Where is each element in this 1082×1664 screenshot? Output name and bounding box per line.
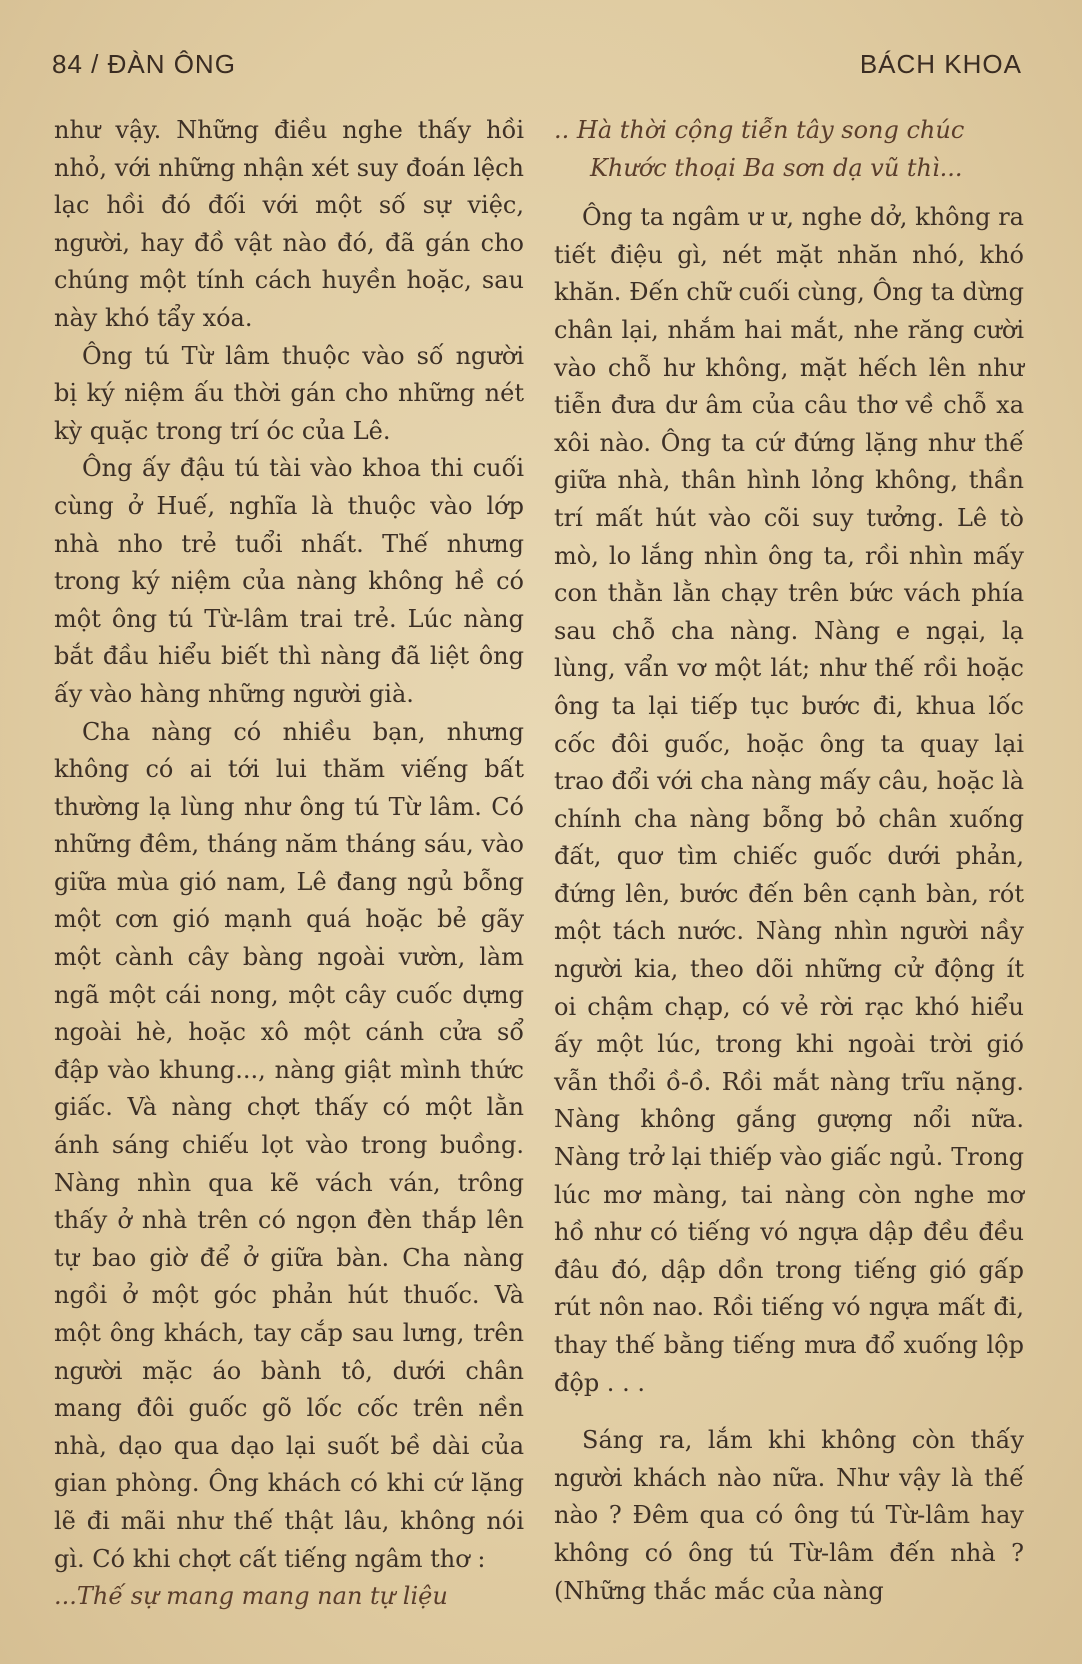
paragraph: Cha nàng có nhiều bạn, nhưng không có ai tới lui thăm viếng bất thường lạ lùng như ông tú Từ lâm. Có những đêm, tháng năm tháng sáu, vào giữa mùa gió nam, Lê đang ngủ bỗng một cơn gió mạnh quá hoặc bẻ gãy một cành cây bàng ngoài vườn, làm ngã một cái nong, một cây cuốc dựng ngoài hè, hoặc xô một cánh cửa sổ đập vào khung..., nàng giật mình thức giấc. Và nàng chợt thấy có một lằn ánh sáng chiếu lọt vào trong buồng. Nàng nhìn qua kẽ vách ván, trông thấy ở nhà trên có ngọn đèn thắp lên tự bao giờ để ở giữa bàn. Cha nàng ngồi ở một góc phản hút thuốc. Và một ông khách, tay cắp sau lưng, trên người mặc áo bành tô, dưới chân mang đôi guốc gõ lốc cốc trên nền nhà, dạo qua dạo lại suốt bề dài của gian phòng. Ông khách có khi cứ lặng lẽ đi mãi như thế thật lâu, không nói gì. Có khi chợt cất tiếng ngâm thơ : — [54, 717, 524, 1573]
paragraph: Ông ta ngâm ư ư, nghe dở, không ra tiết điệu gì, nét mặt nhăn nhó, khó khăn. Đến chữ cuối cùng, Ông ta dừng chân lại, nhắm hai mắt, nhe răng cười vào chỗ hư không, mặt hếch lên như tiễn đưa dư âm của câu thơ về chỗ xa xôi nào. Ông ta cứ đứng lặng như thế giữa nhà, thân hình lỏng không, thần trí mất hút vào cõi suy tưởng. Lê tò mò, lo lắng nhìn ông ta, rồi nhìn mấy con thằn lằn chạy trên bức vách phía sau chỗ cha nàng. Nàng e ngại, lạ lùng, vẩn vơ một lát; như thế rồi hoặc ông ta lại tiếp tục bước đi, khua lốc cốc đôi guốc, hoặc ông ta quay lại trao đổi với cha nàng mấy câu, hoặc là chính cha nàng bỗng bỏ chân xuống đất, quơ tìm chiếc guốc dưới phản, đứng lên, bước đến bên cạnh bàn, rót một tách nước. Nàng nhìn người nầy người kia, theo dõi những cử động ít oi chậm chạp, có vẻ rời rạc khó hiểu ấy một lúc, trong khi ngoài trời gió vẫn thổi ồ-ồ. Rồi mắt nàng trĩu nặng. Nàng không gắng gượng nổi nữa. Nàng trở lại thiếp vào giấc ngủ. Trong lúc mơ màng, tai nàng còn nghe mơ hồ như có tiếng vó ngựa dập đều đều đâu đó, dập dồn trong tiếng gió gấp rút nôn nao. Rồi tiếng vó ngựa mất đi, thay thế bằng tiếng mưa đổ xuống lộp độp . . . — [554, 203, 1024, 1397]
verse-line: .. Hà thời cộng tiễn tây song chúc — [554, 116, 965, 144]
paragraph: Ông ấy đậu tú tài vào khoa thi cuối cùng ở Huế, nghĩa là thuộc vào lớp nhà nho trẻ tuổi nhất. Thế nhưng trong ký niệm của nàng không hề có một ông tú Từ-lâm trai trẻ. Lúc nàng bắt đầu hiểu biết thì nàng đã liệt ông ấy vào hàng những người già. — [54, 454, 524, 708]
verse-line: Khước thoại Ba sơn dạ vũ thì... — [590, 153, 963, 182]
verse-line: ...Thế sự mang mang nan tự liệu — [54, 1582, 448, 1611]
paragraph: như vậy. Những điều nghe thấy hồi nhỏ, với những nhận xét suy đoán lệch lạc hồi đó đối với một số sự việc, người, hay đồ vật nào đó, đã gán cho chúng một tính cách huyền hoặc, sau này khó tẩy xóa. — [54, 116, 524, 332]
paragraph: Sáng ra, lắm khi không còn thấy người khách nào nữa. Như vậy là thế nào ? Đêm qua có ông tú Từ-lâm hay không có ông tú Từ-lâm đến nhà ? (Những thắc mắc của nàng — [554, 1426, 1024, 1605]
page-number-and-title: 84 / ĐÀN ÔNG — [52, 48, 236, 79]
running-header — [52, 44, 1022, 84]
left-column — [54, 112, 524, 1616]
paragraph: Ông tú Từ lâm thuộc vào số người bị ký niệm ấu thời gán cho những nét kỳ quặc trong trí óc của Lê. — [54, 341, 524, 445]
magazine-name: BÁCH KHOA — [859, 48, 1022, 79]
right-column — [554, 112, 1024, 1610]
